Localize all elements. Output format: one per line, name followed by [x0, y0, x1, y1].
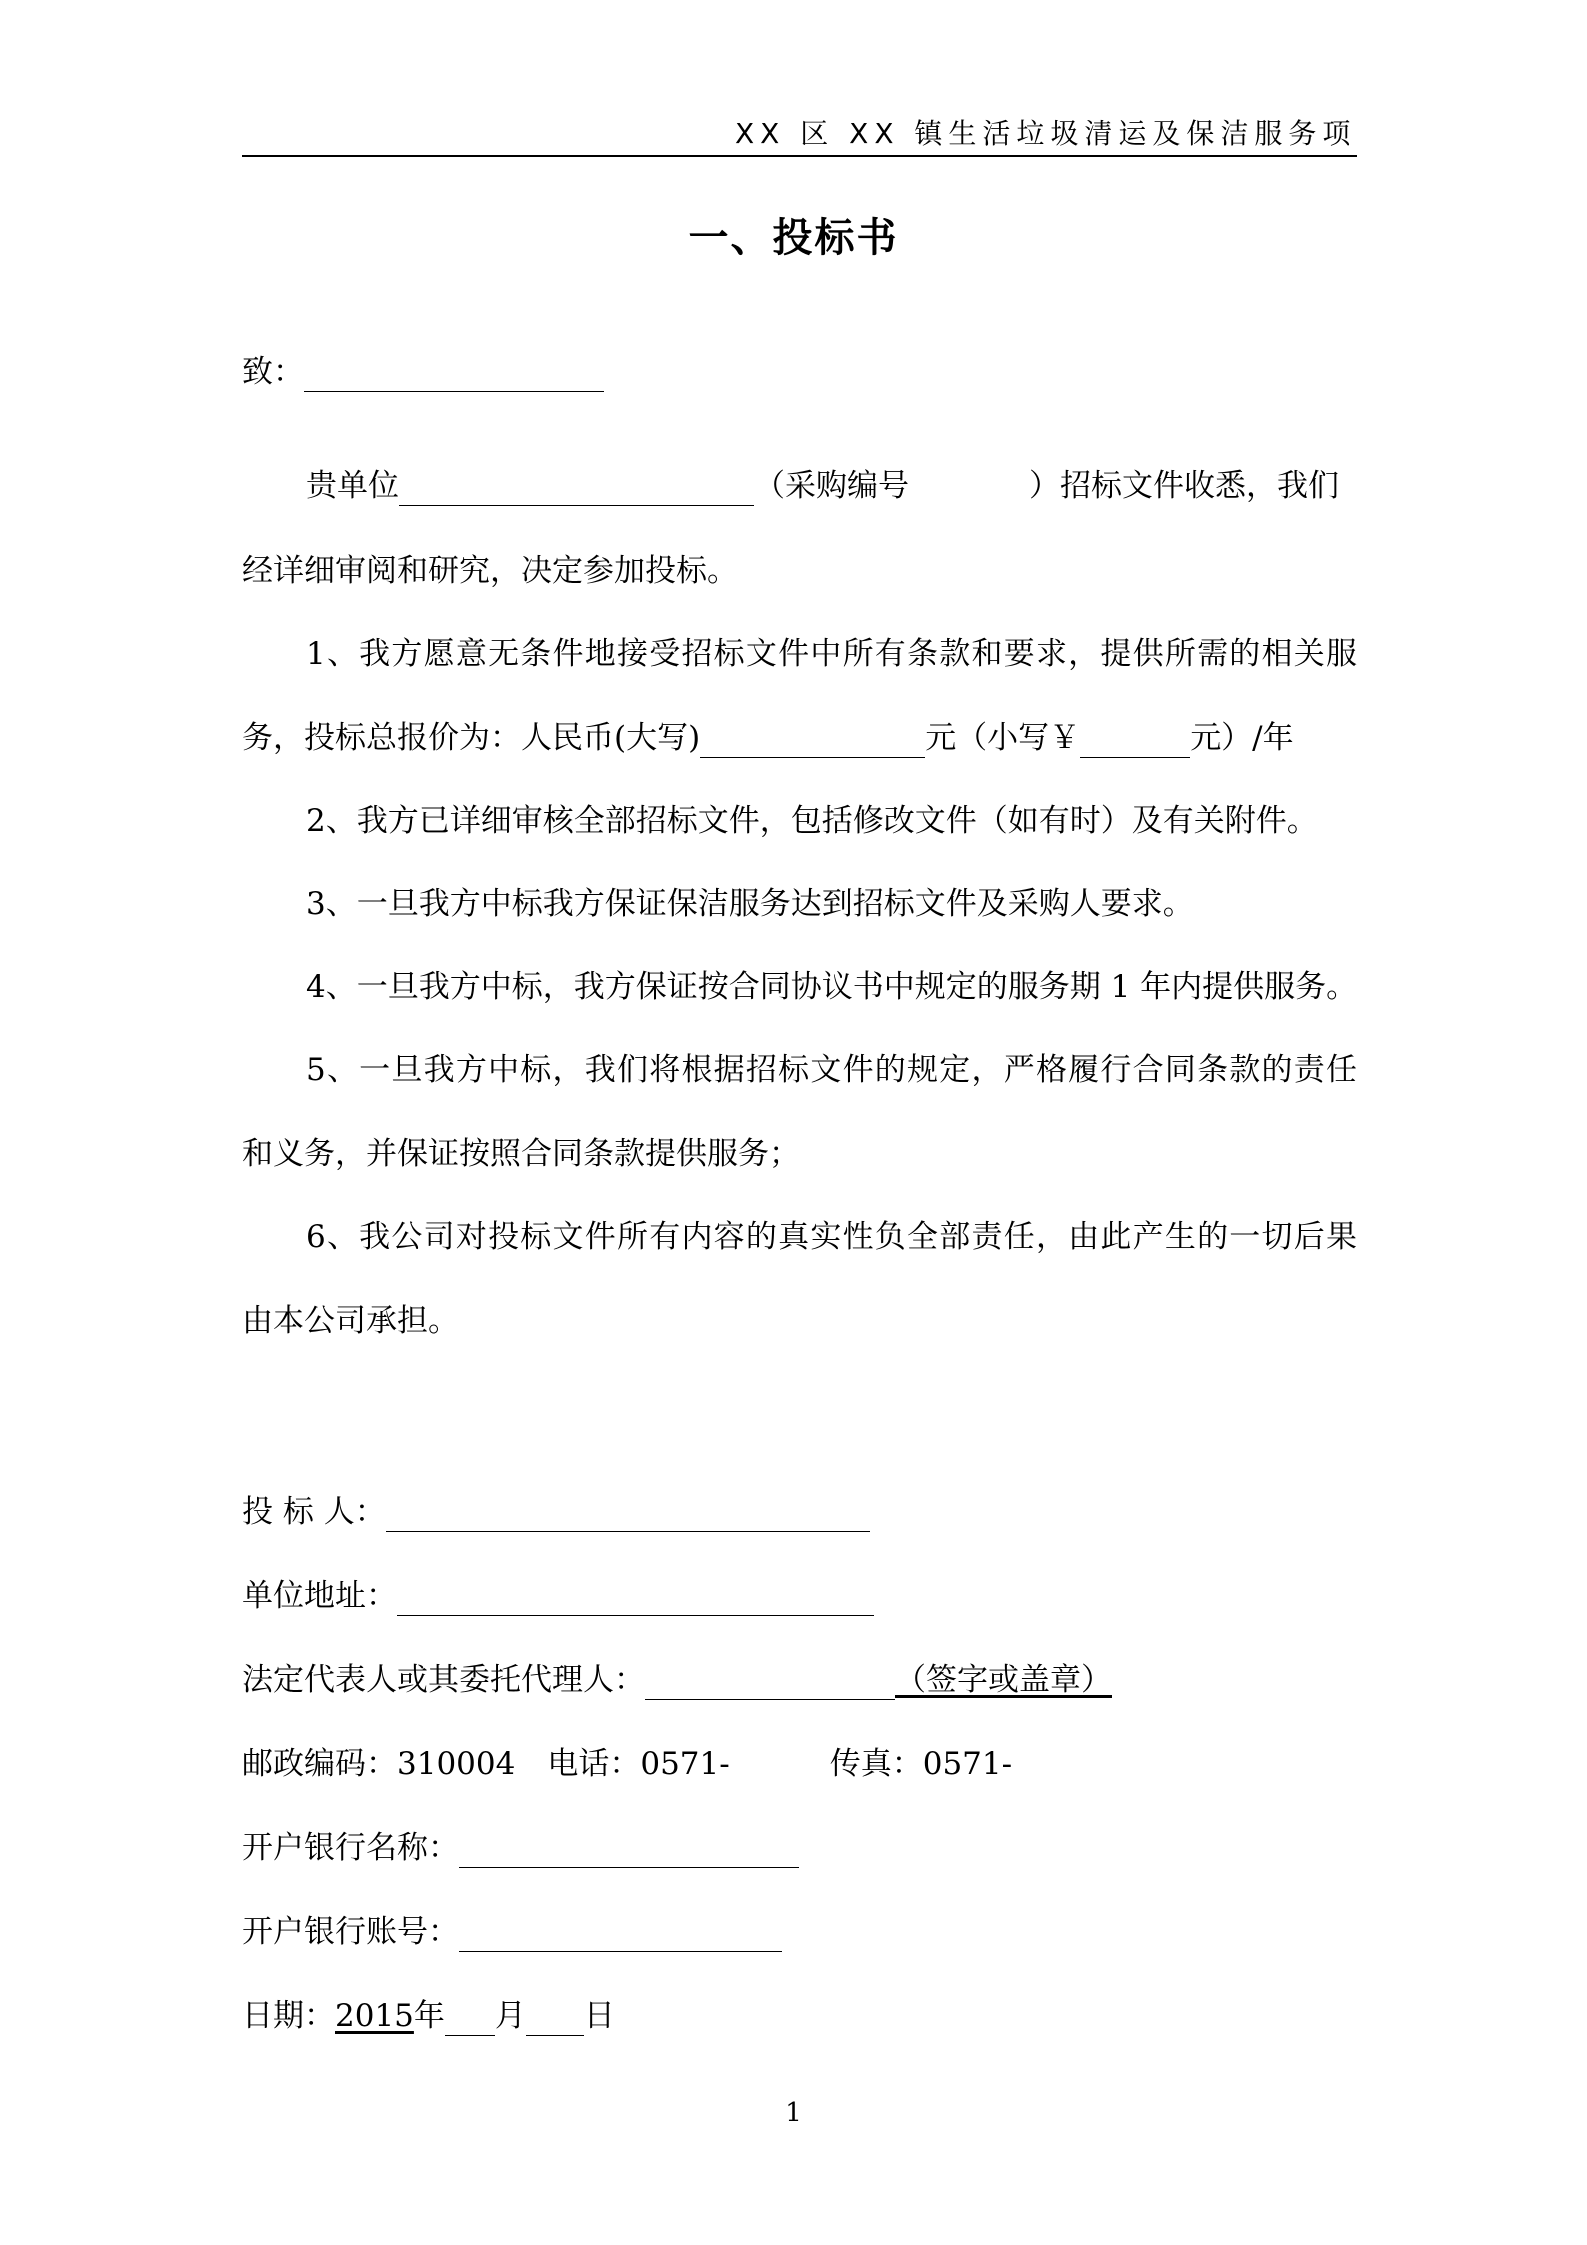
item-4: 4、一旦我方中标，我方保证按合同协议书中规定的服务期 1 年内提供服务。	[306, 969, 1358, 1005]
recipient-unit-blank	[399, 471, 754, 506]
addressee-blank	[304, 357, 604, 392]
intro-line-1: 贵单位 （采购编号 ）招标文件收悉，我们	[306, 468, 1339, 504]
contact-line	[242, 1744, 1357, 1784]
bidder-label: 投 标 人：	[242, 1494, 386, 1530]
item-6-line-1: 6、我公司对投标文件所有内容的真实性负全部责任，由此产生的一切后果	[306, 1219, 1357, 1255]
address-line	[242, 1576, 1357, 1616]
representative-label: 法定代表人或其委托代理人：	[242, 1662, 645, 1698]
total-price-words-blank	[700, 723, 925, 758]
fax-label: 传真：	[829, 1746, 923, 1782]
representative-blank	[645, 1665, 895, 1700]
bank-account-label: 开户银行账号：	[242, 1914, 459, 1950]
item-1-line-2: 务，投标总报价为：人民币(大写) 元（小写￥ 元）/年	[242, 720, 1294, 756]
date-month-blank	[445, 2001, 495, 2036]
bank-name-label: 开户银行名称：	[242, 1830, 459, 1866]
addressee-line	[242, 352, 1357, 392]
item-6-line-2: 由本公司承担。	[242, 1303, 459, 1339]
address-label: 单位地址：	[242, 1578, 397, 1614]
header-project-title: XX 区 XX 镇生活垃圾清运及保洁服务项	[735, 117, 1357, 150]
item-1-line-1: 1、我方愿意无条件地接受招标文件中所有条款和要求，提供所需的相关服	[306, 636, 1357, 672]
item-5-line-2: 和义务，并保证按照合同条款提供服务；	[242, 1136, 800, 1172]
bidder-blank	[386, 1497, 870, 1532]
date-day-blank	[526, 2001, 584, 2036]
bank-account-line	[242, 1912, 1357, 1952]
bank-name-blank	[459, 1833, 799, 1868]
intro-line-2: 经详细审阅和研究，决定参加投标。	[242, 553, 738, 589]
postal-label: 邮政编码：	[242, 1746, 397, 1782]
page-number: 1	[785, 2098, 802, 2128]
bidder-line	[242, 1492, 1357, 1532]
bank-name-line	[242, 1828, 1357, 1868]
phone-value: 0571-	[640, 1746, 730, 1782]
phone-label: 电话：	[547, 1746, 641, 1782]
address-blank	[397, 1581, 874, 1616]
item-3: 3、一旦我方中标我方保证保洁服务达到招标文件及采购人要求。	[306, 886, 1194, 922]
representative-line	[242, 1660, 1357, 1700]
date-line: 日期：2015年 月 日	[242, 1998, 615, 2034]
item-2: 2、我方已详细审核全部招标文件，包括修改文件（如有时）及有关附件。	[306, 803, 1318, 839]
date-label: 日期：	[242, 1998, 335, 2034]
fax-value: 0571-	[922, 1746, 1013, 1782]
addressee-label: 致：	[242, 354, 304, 390]
date-year: 2015	[335, 1998, 414, 2034]
total-price-number-blank	[1080, 723, 1190, 758]
page-title: 一、投标书	[688, 214, 899, 261]
postal-value: 310004	[397, 1746, 516, 1782]
item-5-line-1: 5、一旦我方中标，我们将根据招标文件的规定，严格履行合同条款的责任	[306, 1052, 1357, 1088]
bank-account-blank	[459, 1917, 782, 1952]
header-divider	[242, 155, 1357, 157]
signature-note: （签字或盖章）	[895, 1662, 1112, 1698]
